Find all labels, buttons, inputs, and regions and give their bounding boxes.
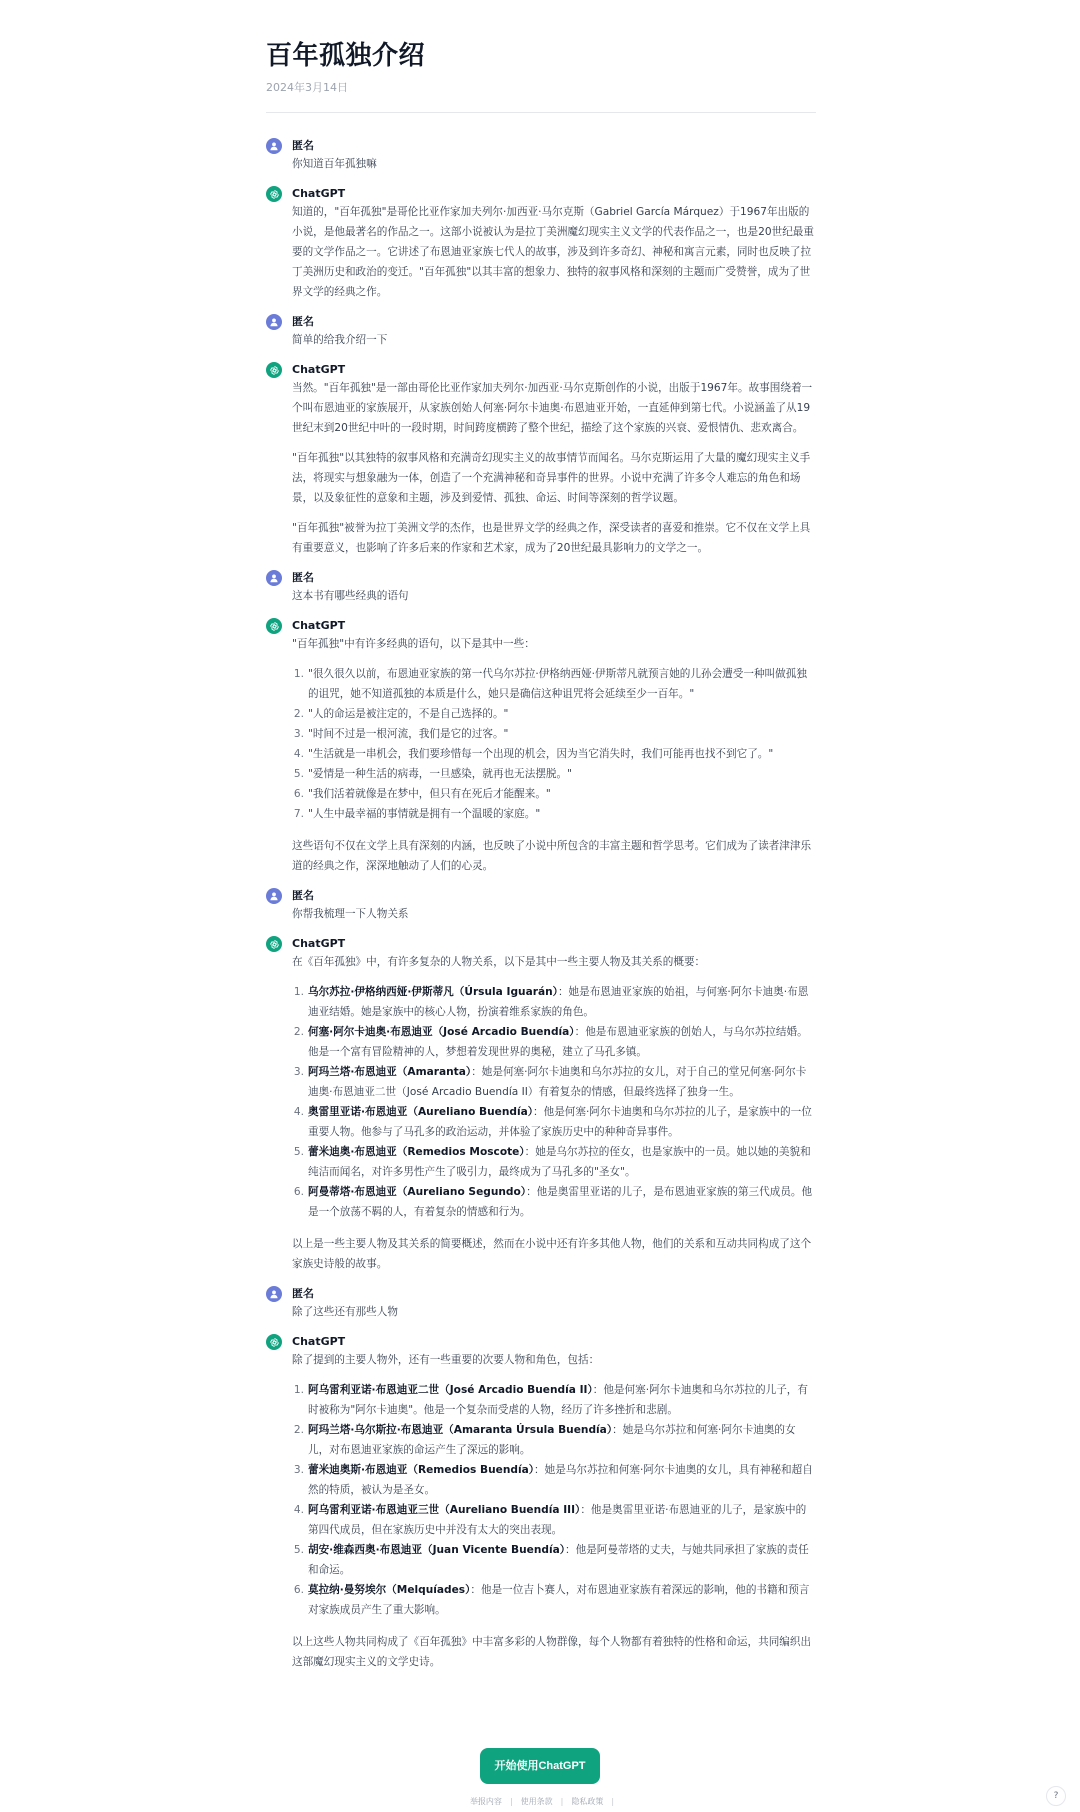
list-number: 2.: [293, 708, 304, 720]
list-item: [293, 1062, 816, 1102]
message-text: [292, 952, 816, 1274]
user-avatar-icon: [266, 570, 282, 586]
list-item-text: ：他是一位吉卜赛人，对布恩迪亚家族有着深远的影响，他的书籍和预言对家族成员产生了重大影响。: [308, 1584, 810, 1616]
list-number: 1.: [293, 986, 304, 998]
user-avatar-icon: [266, 138, 282, 154]
page-date: 2024年3月14日: [266, 81, 348, 94]
list-number: 3.: [293, 1464, 304, 1476]
message-text: [292, 634, 816, 876]
list-item-text: ：他是奥雷里亚诺·布恩迪亚的儿子，是家族中的第四代成员，但在家族历史中并没有太大的突出表现。: [308, 1504, 807, 1536]
list-number: 1.: [293, 1384, 304, 1396]
openai-logo-icon: [266, 618, 282, 634]
footer-separator: |: [509, 1797, 513, 1806]
message-paragraph: 你知道百年孤独嘛: [292, 158, 377, 170]
footer: [0, 1796, 1080, 1808]
list-number: 6.: [293, 788, 304, 800]
assistant-message: [266, 935, 816, 1274]
message-paragraph: 知道的，"百年孤独"是哥伦比亚作家加夫列尔·加西亚·马尔克斯（Gabriel García Márquez）于1967年出版的小说，是他最著名的作品之一。这部小说被认为是拉丁美洲魔幻现实主义文学的代表作品之一，也是20世纪最重要的文学作品之一。它讲述了布恩迪亚家族七代人的故事，涉及到许多奇幻、神秘和寓言元素，同时也反映了拉丁美洲历史和政治的变迁。"百年孤独"以其丰富的想象力、独特的叙事风格和深刻的主题而广受赞誉，成为了世界文学的经典之作。: [292, 206, 814, 298]
list-item-text: ：她是乌尔苏拉和何塞·阿尔卡迪奥的女儿，对布恩迪亚家族的命运产生了深远的影响。: [308, 1424, 796, 1456]
list-item: [293, 1420, 816, 1460]
message-paragraph: "百年孤独"被誉为拉丁美洲文学的杰作，也是世界文学的经典之作，深受读者的喜爱和推崇。它不仅在文学上具有重要意义，也影响了许多后来的作家和艺术家，成为了20世纪最具影响力的文学之一。: [292, 522, 811, 554]
message-text: [292, 904, 816, 924]
assistant-message: [266, 1333, 816, 1672]
help-icon[interactable]: ?: [1046, 1786, 1066, 1806]
sender-name: ChatGPT: [292, 1335, 346, 1348]
list-item: [293, 704, 816, 724]
message-paragraph: 你帮我梳理一下人物关系: [292, 908, 409, 920]
user-message: [266, 313, 816, 350]
list-number: 6.: [293, 1584, 304, 1596]
user-message: [266, 569, 816, 606]
user-message: [266, 887, 816, 924]
list-item-text: ：他是阿曼蒂塔的丈夫，与她共同承担了家族的责任和命运。: [308, 1544, 809, 1576]
character-name: 何塞·阿尔卡迪奥·布恩迪亚（José Arcadio Buendía）: [308, 1026, 575, 1038]
openai-logo-icon: [266, 186, 282, 202]
user-message: [266, 1285, 816, 1322]
list-item-text: "爱情是一种生活的病毒，一旦感染，就再也无法摆脱。": [308, 768, 572, 780]
message-text: [292, 1302, 816, 1322]
message-paragraph: "百年孤独"以其独特的叙事风格和充满奇幻现实主义的故事情节而闻名。马尔克斯运用了大量的魔幻现实主义手法，将现实与想象融为一体，创造了一个充满神秘和奇异事件的世界。小说中充满了许多令人难忘的角色和场景，以及象征性的意象和主题，涉及到爱情、孤独、命运、时间等深刻的哲学议题。: [292, 452, 811, 504]
message-paragraph: 除了这些还有那些人物: [292, 1306, 398, 1318]
list-item-text: "我们活着就像是在梦中，但只有在死后才能醒来。": [308, 788, 551, 800]
start-chatgpt-button[interactable]: 开始使用ChatGPT: [480, 1748, 599, 1784]
character-name: 莫拉纳·曼努埃尔（Melquíades）: [308, 1584, 471, 1596]
sender-name: 匿名: [292, 889, 314, 902]
user-avatar-icon: [266, 1286, 282, 1302]
character-name: 阿乌雷利亚诺·布恩迪亚二世（José Arcadio Buendía II）: [308, 1384, 593, 1396]
list-item: [293, 1460, 816, 1500]
list-number: 5.: [293, 768, 304, 780]
assistant-message: [266, 185, 816, 302]
sender-name: ChatGPT: [292, 619, 346, 632]
list-number: 5.: [293, 1544, 304, 1556]
assistant-message: [266, 617, 816, 876]
list-item: [293, 724, 816, 744]
character-name: 乌尔苏拉·伊格纳西娅·伊斯蒂凡（Úrsula Iguarán）: [308, 986, 558, 998]
list-number: 3.: [293, 728, 304, 740]
list-item-text: ：她是乌尔苏拉的侄女，也是家族中的一员。她以她的美貌和纯洁而闻名，对许多男性产生了吸引力，最终成为了马孔多的"圣女"。: [308, 1146, 811, 1178]
list-number: 7.: [293, 808, 304, 820]
user-avatar-icon: [266, 314, 282, 330]
footer-link[interactable]: 使用条款: [520, 1797, 553, 1806]
footer-link[interactable]: 举报内容: [469, 1797, 502, 1806]
character-name: 阿玛兰塔·布恩迪亚（Amaranta）: [308, 1066, 472, 1078]
list-item: [293, 982, 816, 1022]
list-item-text: ：她是何塞·阿尔卡迪奥和乌尔苏拉的女儿，对于自己的堂兄何塞·阿尔卡迪奥·布恩迪亚二世（José Arcadio Buendía II）有着复杂的情感，但最终选择了独身一生。: [308, 1066, 807, 1098]
page-title: 百年孤独介绍: [266, 41, 426, 71]
message-paragraph: 当然。"百年孤独"是一部由哥伦比亚作家加夫列尔·加西亚·马尔克斯创作的小说，出版于1967年。故事围绕着一个叫布恩迪亚的家族展开，从家族创始人何塞·阿尔卡迪奥·布恩迪亚开始，一直延伸到第七代。小说涵盖了从19世纪末到20世纪中叶的一段时期，时间跨度横跨了整个世纪，描绘了这个家族的兴衰、爱恨情仇、悲欢离合。: [292, 382, 813, 434]
sender-name: ChatGPT: [292, 363, 346, 376]
list-item: [293, 1500, 816, 1540]
footer-separator: |: [611, 1797, 615, 1806]
list-item: [293, 1022, 816, 1062]
list-item-text: "生活就是一串机会，我们要珍惜每一个出现的机会，因为当它消失时，我们可能再也找不到它了。": [308, 748, 774, 760]
message-text: [292, 378, 816, 558]
list-item: [293, 1182, 816, 1222]
conversation-page: [266, 0, 816, 1683]
list-number: 6.: [293, 1186, 304, 1198]
list-number: 5.: [293, 1146, 304, 1158]
character-name: 胡安·维森西奥·布恩迪亚（Juan Vicente Buendía）: [308, 1544, 566, 1556]
list-number: 2.: [293, 1026, 304, 1038]
list-item-text: "时间不过是一根河流，我们是它的过客。": [308, 728, 509, 740]
list-number: 4.: [293, 748, 304, 760]
assistant-message: [266, 361, 816, 558]
list-item-text: ：他是何塞·阿尔卡迪奥和乌尔苏拉的儿子，有时被称为"阿尔卡迪奥"。他是一个复杂而受虐的人物，经历了许多挫折和悲剧。: [308, 1384, 808, 1416]
list-item-text: "人生中最幸福的事情就是拥有一个温暖的家庭。": [308, 808, 541, 820]
list-item-text: ：他是何塞·阿尔卡迪奥和乌尔苏拉的儿子，是家族中的一位重要人物。他参与了马孔多的政治运动，并体验了家族历史中的种种奇异事件。: [308, 1106, 812, 1138]
sender-name: ChatGPT: [292, 187, 346, 200]
message-text: [292, 1350, 816, 1672]
footer-link[interactable]: 隐私政策: [571, 1797, 604, 1806]
message-outro: 以上是一些主要人物及其关系的简要概述，然而在小说中还有许多其他人物，他们的关系和互动共同构成了这个家族史诗般的故事。: [292, 1238, 812, 1270]
message-paragraph: 这本书有哪些经典的语句: [292, 590, 409, 602]
character-name: 阿曼蒂塔·布恩迪亚（Aureliano Segundo）: [308, 1186, 527, 1198]
list-item: [293, 664, 816, 704]
message-outro: 这些语句不仅在文学上具有深刻的内涵，也反映了小说中所包含的丰富主题和哲学思考。它们成为了读者津津乐道的经典之作，深深地触动了人们的心灵。: [292, 840, 812, 872]
sender-name: 匿名: [292, 1287, 314, 1300]
character-name: 奥雷里亚诺·布恩迪亚（Aureliano Buendía）: [308, 1106, 534, 1118]
list-number: 1.: [293, 668, 304, 680]
list-item-text: ：他是布恩迪亚家族的创始人，与乌尔苏拉结婚。他是一个富有冒险精神的人，梦想着发现世界的奥秘，建立了马孔多镇。: [308, 1026, 808, 1058]
user-avatar-icon: [266, 888, 282, 904]
numbered-list: [292, 982, 816, 1222]
sender-name: ChatGPT: [292, 937, 346, 950]
openai-logo-icon: [266, 362, 282, 378]
numbered-list: [292, 664, 816, 824]
openai-logo-icon: [266, 936, 282, 952]
message-paragraph: 简单的给我介绍一下: [292, 334, 388, 346]
character-name: 蕾米迪奥斯·布恩迪亚（Remedios Buendía）: [308, 1464, 535, 1476]
list-item: [293, 1380, 816, 1420]
list-item: [293, 1102, 816, 1142]
list-number: 3.: [293, 1066, 304, 1078]
sender-name: 匿名: [292, 139, 314, 152]
list-item-text: ：他是奥雷里亚诺的儿子，是布恩迪亚家族的第三代成员。他是一个放荡不羁的人，有着复杂的情感和行为。: [308, 1186, 813, 1218]
message-intro: "百年孤独"中有许多经典的语句，以下是其中一些：: [292, 638, 535, 650]
footer-separator: |: [560, 1797, 564, 1806]
message-text: [292, 586, 816, 606]
list-item: [293, 1580, 816, 1620]
list-number: 4.: [293, 1504, 304, 1516]
list-item: [293, 1142, 816, 1182]
character-name: 蕾米迪奥·布恩迪亚（Remedios Moscote）: [308, 1146, 525, 1158]
message-intro: 在《百年孤独》中，有许多复杂的人物关系，以下是其中一些主要人物及其关系的概要：: [292, 956, 706, 968]
message-text: [292, 202, 816, 302]
message-text: [292, 330, 816, 350]
list-item-text: "很久很久以前，布恩迪亚家族的第一代乌尔苏拉·伊格纳西娅·伊斯蒂凡就预言她的儿孙会遭受一种叫做孤独的诅咒，她不知道孤独的本质是什么，她只是确信这种诅咒将会延续至少一百年。": [308, 668, 807, 700]
list-item: [293, 804, 816, 824]
openai-logo-icon: [266, 1334, 282, 1350]
list-item: [293, 784, 816, 804]
list-item: [293, 764, 816, 784]
character-name: 阿乌雷利亚诺·布恩迪亚三世（Aureliano Buendía III）: [308, 1504, 581, 1516]
message-list: [266, 137, 816, 1672]
cta-container: [0, 1748, 1080, 1784]
numbered-list: [292, 1380, 816, 1620]
list-number: 4.: [293, 1106, 304, 1118]
divider: [266, 112, 816, 113]
list-item-text: ：她是布恩迪亚家族的始祖，与何塞·阿尔卡迪奥·布恩迪亚结婚。她是家族中的核心人物，扮演着维系家族的角色。: [308, 986, 809, 1018]
sender-name: 匿名: [292, 315, 314, 328]
list-item: [293, 744, 816, 764]
message-intro: 除了提到的主要人物外，还有一些重要的次要人物和角色，包括：: [292, 1354, 600, 1366]
message-text: [292, 154, 816, 174]
list-number: 2.: [293, 1424, 304, 1436]
sender-name: 匿名: [292, 571, 314, 584]
list-item: [293, 1540, 816, 1580]
message-outro: 以上这些人物共同构成了《百年孤独》中丰富多彩的人物群像，每个人物都有着独特的性格和命运，共同编织出这部魔幻现实主义的文学史诗。: [292, 1636, 812, 1668]
list-item-text: "人的命运是被注定的，不是自己选择的。": [308, 708, 509, 720]
list-item-text: ：她是乌尔苏拉和何塞·阿尔卡迪奥的女儿，具有神秘和超自然的特质，被认为是圣女。: [308, 1464, 813, 1496]
user-message: [266, 137, 816, 174]
character-name: 阿玛兰塔·乌尔斯拉·布恩迪亚（Amaranta Úrsula Buendía）: [308, 1424, 613, 1436]
